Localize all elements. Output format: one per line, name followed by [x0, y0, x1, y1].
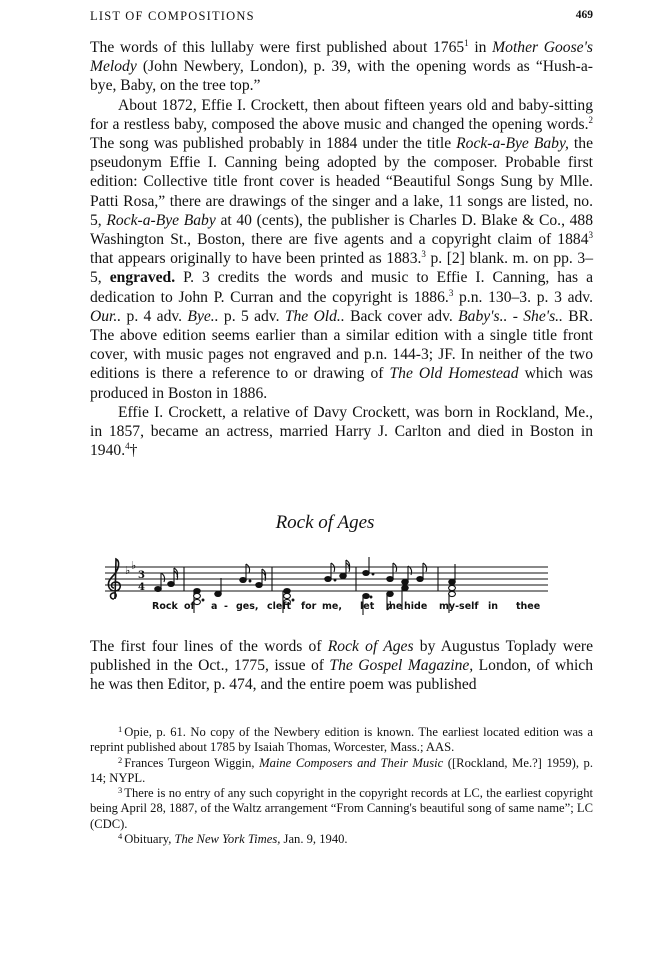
text: by Augustus Toplady were published in the Oct., 1775, issue of	[90, 638, 593, 675]
text: -	[507, 307, 524, 325]
flat-icon: ♭	[125, 564, 131, 577]
music-lyrics	[152, 601, 552, 615]
song-title: Bye..	[187, 307, 219, 325]
footnote-number: 2	[118, 754, 123, 765]
song-title: She's..	[523, 307, 563, 325]
footnote-number: 1	[118, 724, 123, 734]
text: p. [2] blank. m. on pp. 3–5,	[90, 250, 593, 287]
footnote-number: 4	[118, 831, 123, 842]
footnote-1	[90, 725, 593, 756]
page-number: 469	[575, 9, 593, 21]
lyric-syllable: in	[488, 601, 499, 612]
footnote-2	[90, 756, 593, 787]
footnote-3	[90, 786, 593, 832]
footnote-ref-3[interactable]: 3	[448, 287, 454, 298]
text: Obituary,	[124, 832, 175, 847]
text: Jan. 9, 1940.	[280, 832, 348, 847]
text: p.n. 130–3. p. 3 adv.	[453, 288, 593, 306]
play-title: The Old Homestead	[389, 365, 519, 383]
song-title: Rock-a-Bye Baby	[106, 211, 216, 229]
text: that appears originally to have been printed as 1883.	[90, 250, 422, 268]
paragraph-rock-of-ages	[90, 637, 593, 695]
text: the pseudonym Effie I. Canning being adopted by the composer. Probable first edition: Collective title front cover is headed “Beautiful Songs Sung by Mlle. Patti Rosa,” there are drawings of the singer and a lake, 11 songs are listed, no. 5,	[90, 135, 593, 229]
lyric-syllable: me,	[322, 601, 342, 612]
footnote-ref-3[interactable]: 3	[588, 230, 593, 241]
text: BR. The above edition seems earlier than a similar edition with a single title front cover, with music pages not engraved and p.n. 144-3; JF. In neither of the two editions is there a reference to or drawing of	[90, 307, 593, 383]
paragraph-biography	[90, 403, 593, 461]
text: which was produced in Boston in 1886.	[90, 365, 593, 402]
newspaper-title: The New York Times,	[174, 832, 281, 847]
paragraph-first-edition	[90, 96, 593, 403]
song-title: Baby's..	[458, 307, 508, 325]
text: p. 5 adv.	[218, 307, 285, 325]
lyric-syllable: thee	[516, 601, 541, 612]
text: Frances Turgeon Wiggin,	[124, 755, 260, 770]
text: London, of which he was then Editor, p. 474, and the entire poem was published	[90, 657, 594, 694]
text: Opie, p. 61. No copy of the Newbery edition is known. The earliest located edition was a reprint published about 1785 by Isaiah Thomas, Worcester, Mass.; AAS.	[90, 725, 593, 755]
lyric-syllable: my-self	[439, 601, 479, 612]
text: Effie I. Crockett, a relative of Davy Crockett, was born in Rockland, Me., in 1857, became an actress, married Harry J. Carlton and died in Boston in 1940.	[90, 403, 593, 460]
footnote-ref-1[interactable]: 1	[464, 38, 469, 48]
lyric-syllable: -	[224, 601, 228, 612]
footnote-number: 3	[118, 785, 123, 796]
svg-text:3: 3	[138, 570, 145, 581]
footnote-ref-4[interactable]: 4	[125, 441, 130, 452]
book-title: Mother Goose's Melody	[90, 39, 593, 76]
footnote-ref-2[interactable]: 2	[588, 114, 593, 125]
lyric-syllable: of	[184, 601, 195, 612]
lyric-syllable: hide	[404, 601, 428, 612]
lyric-syllable: for	[301, 601, 317, 612]
magazine-title: The Gospel Magazine,	[329, 657, 474, 675]
text: P. 3 credits the words and music to Effie I. Canning, has a dedication to John P. Curran and the copyright is 1886.	[90, 269, 593, 306]
body-text-top	[90, 38, 593, 460]
text: The first four lines of the words of	[90, 638, 328, 655]
text: Back cover adv.	[344, 307, 459, 325]
text: The words of this lullaby were first published about 1765	[90, 39, 465, 56]
lyric-syllable: me	[386, 601, 403, 612]
text: in	[468, 39, 493, 56]
song-title: The Old..	[284, 307, 345, 325]
lyric-syllable: Rock	[152, 601, 178, 612]
footnote-4	[90, 832, 593, 847]
song-title: Our..	[90, 307, 122, 325]
book-title: Maine Composers and Their Music	[259, 755, 444, 770]
running-title: LIST OF COMPOSITIONS	[90, 9, 255, 23]
paragraph-lullaby-origin	[90, 38, 593, 96]
flat-icon: ♭	[131, 559, 137, 572]
song-title: Rock of Ages	[327, 638, 414, 655]
song-title: Rock-a-Bye Baby,	[456, 135, 569, 153]
running-head	[90, 9, 593, 27]
text: The song was published probably in 1884 under the title	[90, 135, 457, 153]
svg-text:4: 4	[138, 582, 145, 593]
music-title: Rock of Ages	[275, 512, 375, 533]
text: ([Rockland, Me.?] 1959), p. 14; NYPL.	[90, 755, 593, 785]
text: There is no entry of any such copyright in the copyright records at LC, the earliest copyright being April 28, 1887, of the Waltz arrangement “From Canning's beautiful song of same name”; LC (CDC).	[90, 786, 593, 831]
text: About 1872, Effie I. Crockett, then about fifteen years old and baby-sitting for a restless baby, composed the above music and changed the opening words.	[90, 96, 593, 133]
dagger-mark: †	[129, 442, 138, 460]
bold-text: engraved.	[109, 269, 176, 287]
text: at 40 (cents), the publisher is Charles D. Blake & Co., 488 Washington St., Boston, there are five agents and a copyright claim of 1884	[90, 211, 594, 249]
lyric-syllable: a	[211, 601, 218, 612]
lyric-syllable: cleft	[267, 601, 292, 612]
lyric-syllable: let	[360, 601, 375, 612]
footnote-ref-3[interactable]: 3	[421, 249, 426, 260]
text: (John Newbery, London), p. 39, with the opening words as “Hush-a-bye, Baby, on the tree top.”	[90, 58, 593, 95]
text: p. 4 adv.	[121, 307, 188, 325]
body-text-bottom	[90, 637, 593, 695]
lyric-syllable: ges,	[236, 601, 259, 612]
footnotes	[90, 725, 593, 847]
